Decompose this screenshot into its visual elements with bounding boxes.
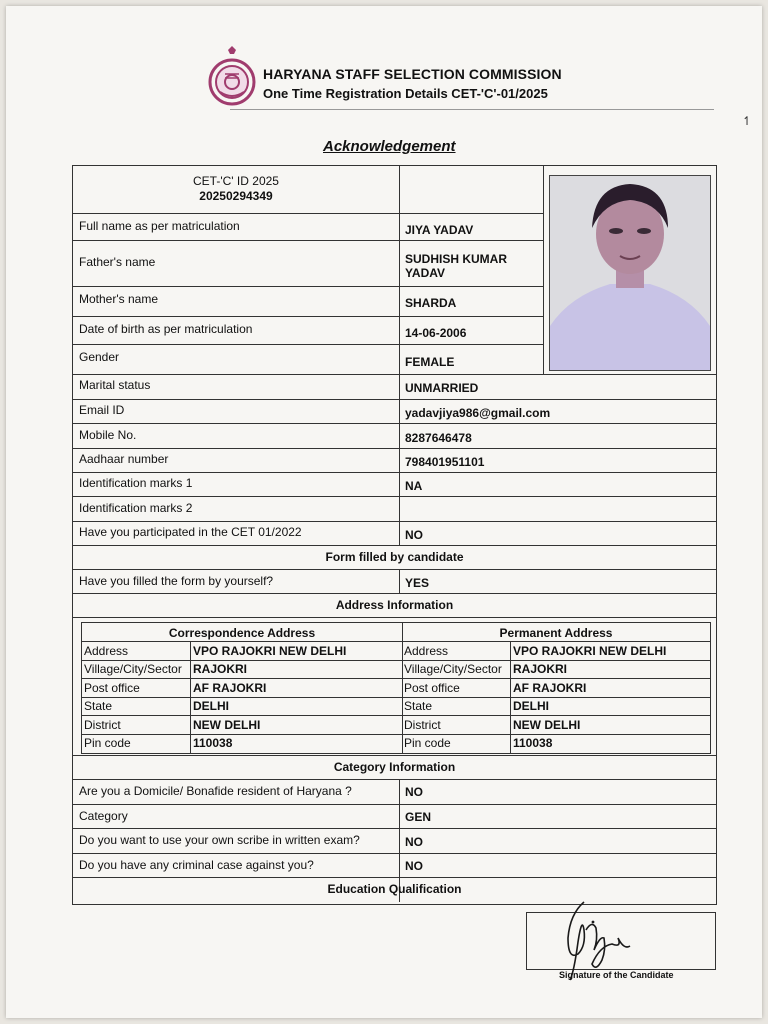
row-label: Father's name [79,255,156,269]
addr-label: Pin code [404,736,451,750]
criminal-case-value: NO [405,859,423,873]
haryana-emblem-icon [206,46,258,106]
addr-label: Post office [404,681,460,695]
addr-label: Pin code [84,736,131,750]
perm-post-office-value: AF RAJOKRI [513,681,587,695]
scribe-value: NO [405,835,423,849]
addr-label: District [84,718,121,732]
col-divider [399,569,400,593]
perm-pin-value: 110038 [513,736,553,750]
aadhaar-value: 798401951101 [405,455,485,469]
corr-state-value: DELHI [193,699,229,713]
acknowledgement-table [72,165,717,905]
addr-label: Village/City/Sector [404,662,502,676]
row-label: Category [79,809,128,823]
addr-label: Post office [84,681,140,695]
addr-label: State [84,699,113,713]
dob-value: 14-06-2006 [405,326,467,340]
section-address: Address Information [335,598,454,612]
registration-title: One Time Registration Details CET-'C'-01/2025 [263,86,548,101]
section-category: Category Information [333,760,456,774]
perm-village-value: RAJOKRI [513,662,568,676]
addr-label: Village/City/Sector [84,662,182,676]
photo-divider [543,166,544,374]
perm-district-value: NEW DELHI [513,718,581,732]
header-divider [230,109,714,110]
candidate-photo [549,175,711,371]
address-table [81,622,711,754]
domicile-value: NO [405,785,423,799]
full-name-value: JIYA YADAV [405,223,474,237]
corner-mark: ↿ [742,114,753,128]
corr-district-value: NEW DELHI [193,718,261,732]
row-label: Aadhaar number [79,452,169,466]
gender-value: FEMALE [405,355,455,369]
row-label: Marital status [79,378,151,392]
corr-post-office-value: AF RAJOKRI [193,681,267,695]
category-value: GEN [405,810,432,824]
cet-participation-value: NO [405,528,423,542]
row-label: Gender [79,350,120,364]
correspondence-title: Correspondence Address [168,626,316,640]
father-name-value: SUDHISH KUMAR YADAV [405,252,507,280]
perm-address-value: VPO RAJOKRI NEW DELHI [513,644,667,658]
row-label: Full name as per matriculation [79,219,240,233]
addr-label: District [404,718,441,732]
page-title: Acknowledgement [323,138,456,155]
document-header [206,44,626,106]
mobile-value: 8287646478 [405,431,472,445]
addr-label: Address [84,644,129,658]
row-label: Date of birth as per matriculation [79,322,253,336]
row-label: Mother's name [79,292,158,306]
row-label: Email ID [79,403,125,417]
corr-pin-value: 110038 [193,736,233,750]
row-label: Have you filled the form by yourself? [79,574,274,588]
row-label: Identification marks 1 [79,476,193,490]
signature-label: Signature of the Candidate [559,970,674,980]
section-form-filled: Form filled by candidate [325,550,464,564]
corr-address-value: VPO RAJOKRI NEW DELHI [193,644,347,658]
id-mark-1-value: NA [405,479,423,493]
permanent-title: Permanent Address [499,626,613,640]
row-label: Are you a Domicile/ Bonafide resident of Haryana ? [79,784,352,798]
addr-label: State [404,699,433,713]
self-filled-value: YES [405,576,430,590]
corr-village-value: RAJOKRI [193,662,248,676]
col-divider [399,166,400,545]
marital-status-value: UNMARRIED [405,381,479,395]
row-label: Mobile No. [79,428,137,442]
candidate-photo-image [550,176,710,370]
row-label: Identification marks 2 [79,501,193,515]
org-name: HARYANA STAFF SELECTION COMMISSION [263,66,562,82]
addr-label: Address [404,644,449,658]
cet-id-value: 20250294349 [199,189,273,203]
perm-state-value: DELHI [513,699,549,713]
section-education: Education Qualification [327,882,462,896]
row-label: Do you have any criminal case against you? [79,858,314,872]
cet-id-label: CET-'C' ID 2025 [193,174,279,188]
email-value: yadavjiya986@gmail.com [405,406,551,420]
row-label: Have you participated in the CET 01/2022 [79,525,302,539]
row-label: Do you want to use your own scribe in written exam? [79,833,360,847]
mother-name-value: SHARDA [405,296,457,310]
